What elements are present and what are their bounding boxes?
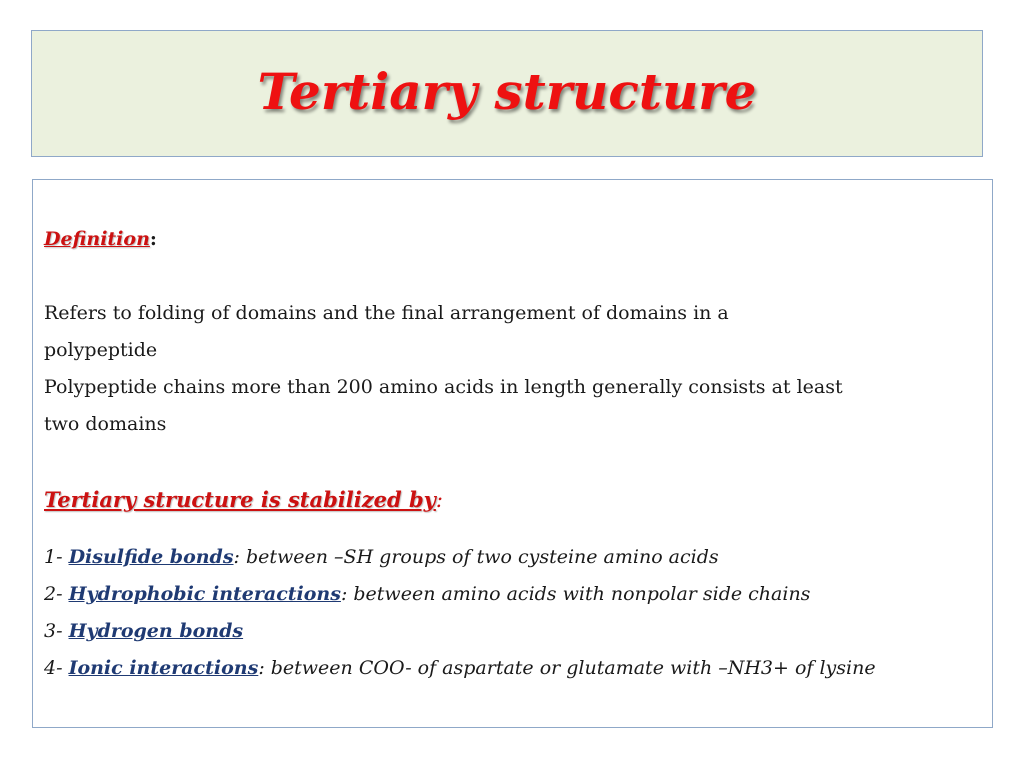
item-prefix: 4- xyxy=(44,657,69,679)
stabilized-heading-row xyxy=(44,481,443,519)
item-prefix: 3- xyxy=(44,620,69,642)
item-prefix: 2- xyxy=(44,583,69,605)
title-banner xyxy=(31,30,983,157)
definition-line-4: two domains xyxy=(44,413,167,435)
item-term: Ionic interactions xyxy=(68,657,259,679)
definition-line-2: polypeptide xyxy=(44,339,158,361)
list-item xyxy=(44,576,974,613)
list-item xyxy=(44,539,974,576)
definition-line-3: Polypeptide chains more than 200 amino acids in length generally consists at least xyxy=(44,376,843,398)
item-term: Disulfide bonds xyxy=(68,546,234,568)
slide-title: Tertiary structure xyxy=(257,62,757,121)
definition-heading-row xyxy=(44,221,157,258)
definition-line-1: Refers to folding of domains and the final arrangement of domains in a xyxy=(44,302,729,324)
stabilized-colon: : xyxy=(435,488,443,512)
item-description: : between COO- of aspartate or glutamate with –NH3+ of lysine xyxy=(258,657,876,679)
item-term: Hydrophobic interactions xyxy=(68,583,341,605)
stabilized-heading: Tertiary structure is stabilized by xyxy=(44,487,436,512)
item-description: : between amino acids with nonpolar side chains xyxy=(340,583,811,605)
stabilizing-forces-list xyxy=(44,539,974,687)
item-term: Hydrogen bonds xyxy=(68,620,244,642)
list-item xyxy=(44,650,974,687)
list-item xyxy=(44,613,974,650)
content-panel xyxy=(32,179,993,728)
item-description: : between –SH groups of two cysteine amino acids xyxy=(233,546,719,568)
definition-colon: : xyxy=(149,228,157,250)
definition-heading: Definition xyxy=(44,228,150,250)
item-prefix: 1- xyxy=(44,546,69,568)
